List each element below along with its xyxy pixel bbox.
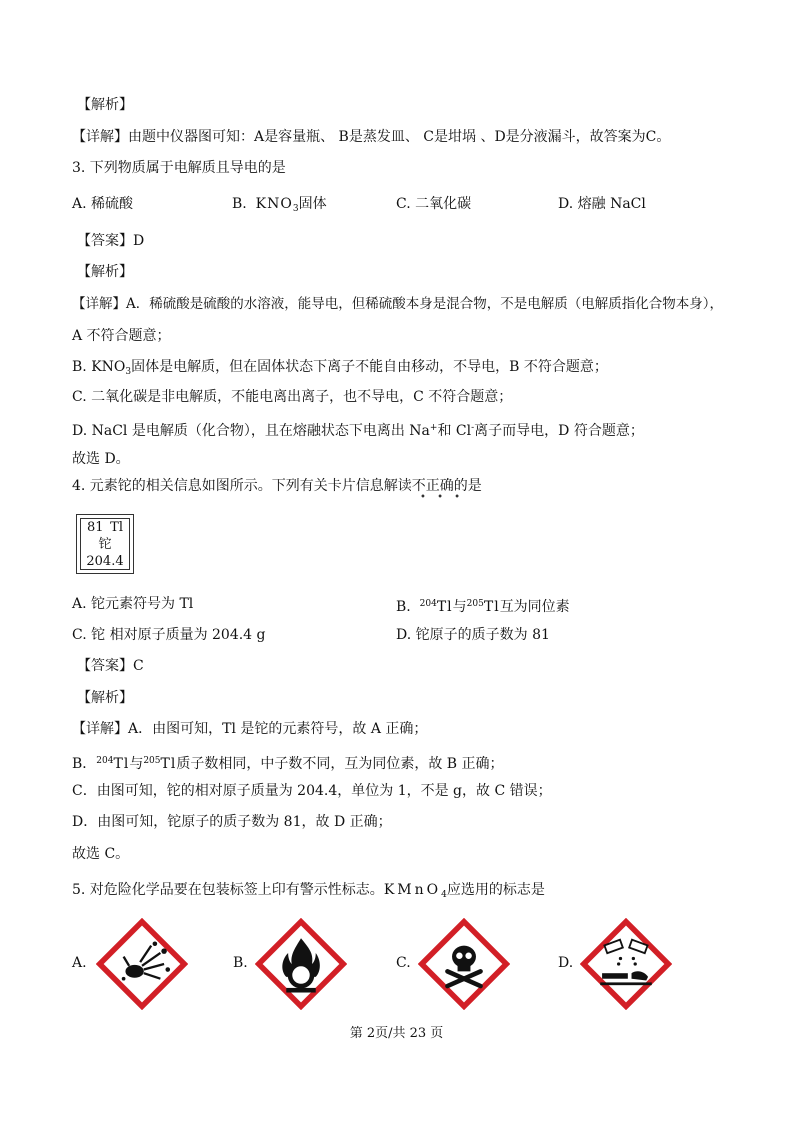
q4-option-c: C. 铊 相对原子质量为 204.4 g: [72, 627, 266, 643]
q3-answer: 【答案】D: [77, 233, 145, 249]
explosive-icon: [96, 918, 188, 1010]
q2-detail: 【详解】由题中仪器图可知：A是容量瓶、 B是蒸发皿、 C是坩埚 、D是分液漏斗，故答案为C。: [72, 129, 671, 145]
q4-detail-line-4: D．由图可知，铊原子的质子数为 81，故 D 正确；: [72, 814, 392, 830]
card-atomic-number: 81: [87, 520, 104, 535]
q3-detail-line-5: D. NaCl 是电解质（化合物），且在熔融状态下电离出 Na+和 Cl-离子而导电，D 符合题意；: [72, 423, 644, 439]
card-symbol: Tl: [110, 520, 123, 535]
q4-stem: 4. 元素铊的相关信息如图所示。下列有关卡片信息解读不正确的是: [72, 478, 482, 494]
toxic-icon: [418, 918, 510, 1010]
card-atomic-mass: 204.4: [86, 554, 124, 569]
q3-detail-line-6: 故选 D。: [72, 451, 130, 467]
q5-option-d-label: D.: [558, 955, 574, 971]
q4-jiexi-label: 【解析】: [77, 690, 133, 706]
q4-detail-line-5: 故选 C。: [72, 846, 130, 862]
q4-detail-line-1: 【详解】A．由图可知，Tl 是铊的元素符号，故 A 正确；: [72, 721, 428, 737]
q3-option-a: A. 稀硫酸: [72, 196, 134, 212]
corrosive-icon: [580, 918, 672, 1010]
q5-stem: 5. 对危险化学品要在包装标签上印有警示性标志。KMnO$_4$应选用的标志是: [72, 882, 545, 900]
q3-detail-line-4: C. 二氧化碳是非电解质，不能电离出离子，也不导电，C 不符合题意；: [72, 389, 513, 405]
q5-option-b-label: B.: [233, 955, 248, 971]
q5-option-a-label: A.: [72, 955, 87, 971]
q3-stem: 3. 下列物质属于电解质且导电的是: [72, 160, 286, 176]
q2-jiexi-label: 【解析】: [77, 97, 133, 113]
q4-detail-line-3: C．由图可知，铊的相对原子质量为 204.4，单位为 1，不是 g，故 C 错误；: [72, 783, 552, 799]
q3-option-b: B. $KNO_3$固体: [232, 196, 327, 214]
q3-jiexi-label: 【解析】: [77, 264, 133, 280]
q3-detail-line-3: B. $KNO_3$固体是电解质，但在固体状态下离子不能自由移动，不导电，B 不符合题意；: [72, 359, 608, 377]
page-footer: 第 2页/共 23 页: [349, 1026, 444, 1041]
q3-detail-line-2: A 不符合题意；: [72, 328, 171, 344]
q4-option-a: A. 铊元素符号为 Tl: [72, 596, 194, 612]
q3-detail-line-1: 【详解】A．稀硫酸是硫酸的水溶液，能导电，但稀硫酸本身是混合物，不是电解质（电解质指化合物本身），: [72, 296, 723, 312]
oxidizer-icon: [255, 918, 347, 1010]
q5-option-c-label: C.: [396, 955, 411, 971]
q4-option-d: D. 铊原子的质子数为 81: [396, 627, 550, 643]
q4-option-b: B. $^{204}$Tl与$^{205}$Tl互为同位素: [396, 599, 570, 615]
q3-option-c: C. 二氧化碳: [396, 196, 472, 212]
q4-answer: 【答案】C: [77, 658, 144, 674]
q4-detail-line-2: B．$^{204}$Tl与$^{205}$Tl质子数相同，中子数不同，互为同位素，故 B 正确；: [72, 756, 504, 772]
card-element-name: 铊: [98, 537, 112, 552]
element-card: [76, 514, 134, 574]
emphasis-dots: • • •: [420, 492, 465, 503]
q3-option-d: D. 熔融 NaCl: [558, 196, 646, 212]
